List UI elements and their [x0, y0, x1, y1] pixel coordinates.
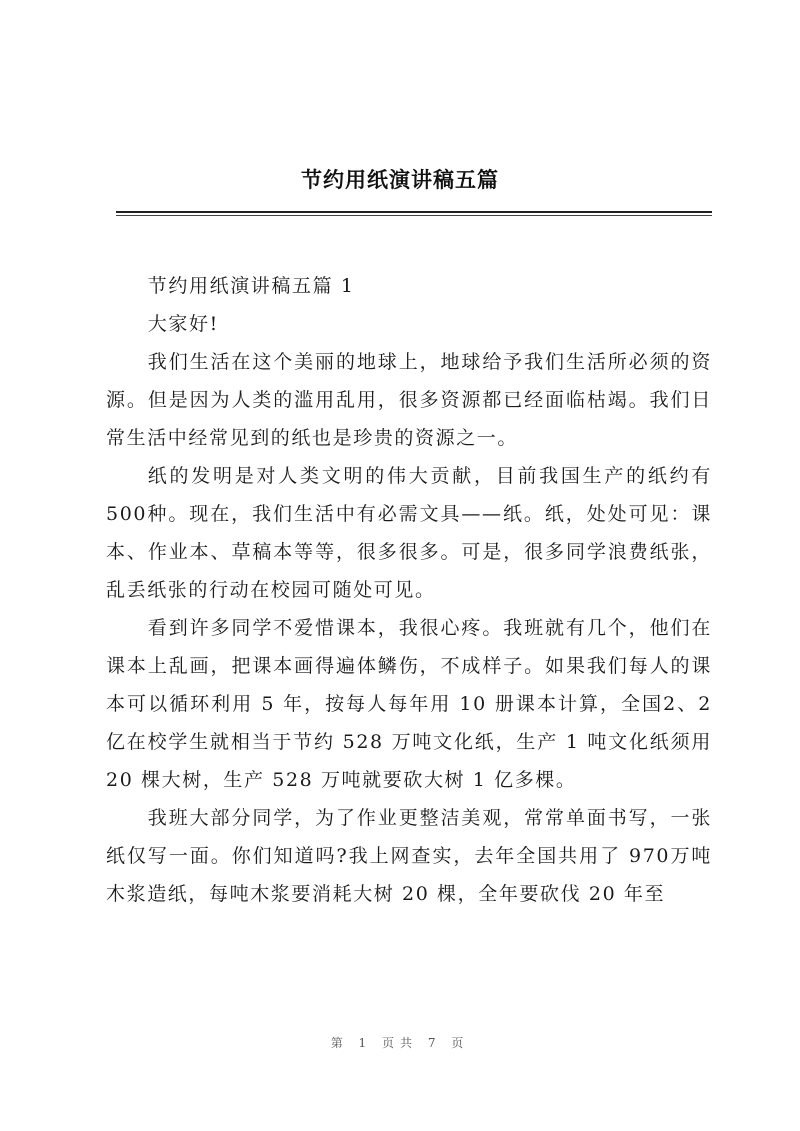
body-paragraph: 看到许多同学不爱惜课本，我很心疼。我班就有几个，他们在课本上乱画，把课本画得遍体鳞伤，不成样子。如果我们每人的课本可以循环利用 5 年，按每人每年用 10 册课本计算，全国2、2 亿在校学生就相当于节约 528 万吨文化纸，生产 1 吨文化纸须用 20 棵大树，生产 528 万吨就要砍大树 1 亿多棵。: [106, 617, 712, 791]
greeting-paragraph: 大家好!: [147, 313, 219, 335]
document-title: 节约用纸演讲稿五篇: [301, 168, 499, 192]
document-body: [106, 267, 712, 913]
body-paragraph: 纸的发明是对人类文明的伟大贡献，目前我国生产的纸约有500种。现在，我们生活中有必需文具——纸。纸，处处可见：课本、作业本、草稿本等等，很多很多。可是，很多同学浪费纸张，乱丢纸张的行动在校园可随处可见。: [106, 465, 712, 601]
page-footer: 第 1 页共 7 页: [330, 1036, 470, 1050]
title-divider-thin: [116, 215, 712, 216]
section-heading: 节约用纸演讲稿五篇 1: [147, 275, 355, 297]
body-paragraph: 我们生活在这个美丽的地球上，地球给予我们生活所必须的资源。但是因为人类的滥用乱用，很多资源都已经面临枯竭。我们日常生活中经常见到的纸也是珍贵的资源之一。: [106, 351, 712, 449]
body-paragraph: 我班大部分同学，为了作业更整洁美观，常常单面书写，一张纸仅写一面。你们知道吗?我上网查实，去年全国共用了 970万吨木浆造纸，每吨木浆要消耗大树 20 棵，全年要砍伐 20 年至: [106, 807, 712, 905]
title-divider-thick: [116, 211, 712, 213]
